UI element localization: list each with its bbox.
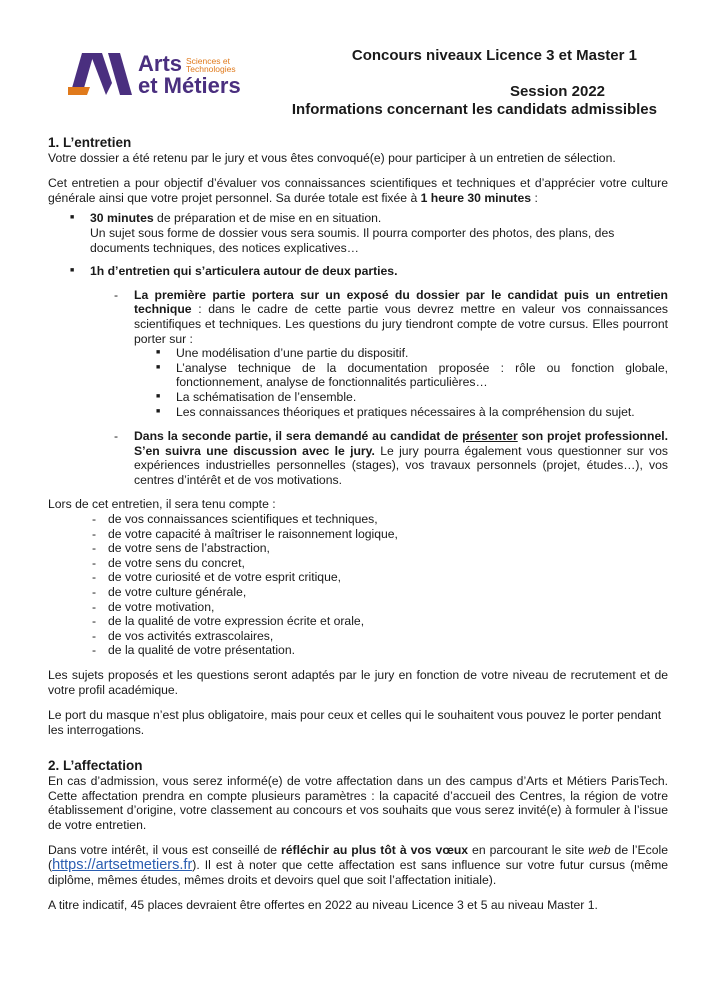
logo-metiers-text: et Métiers — [138, 73, 241, 98]
logo-arts-text: Arts — [138, 51, 183, 76]
list-item: ■ Une modélisation d’une partie du dispositif. — [134, 346, 668, 361]
list-item: ■ 30 minutes de préparation et de mise en en situation. Un sujet sous forme de dossier vous sera soumis. Il pourra comporter des photos, des plans, des documents techniques, des notices explicatives… — [48, 211, 668, 255]
list-item: - La première partie portera sur un exposé du dossier par le candidat puis un entretien technique : dans le cadre de cette partie vous devrez mettre en valeur vos connaissances scientifiques et techniques. Les questions du jury tiendront compte de votre cursus. Elles pourront porter sur : ■ Une modélisation d’une partie du dispositif. ■ L’analyse technique de la documentation proposée : rôle ou fonction globale, fonctionnement, analyse de fonctionnalités particulières… ■ La schématisation de l’ensemble. ■ Les connaissances théoriques et pratiques nécessaires à la compréhension du sujet. — [48, 288, 668, 419]
list-item: - de votre sens de l’abstraction, — [48, 541, 668, 556]
list-item: - de votre curiosité et de votre esprit critique, — [48, 570, 668, 585]
s2-paragraph-2: Dans votre intérêt, il vous est conseillé de réfléchir au plus tôt à vos vœux en parcourant le site web de l’Ecole (https://artsetmetiers.fr). Il est à noter que cette affectation est sans influence sur votre futur cursus (même diplôme, mêmes études, mêmes droits et devoirs quel que soit l’affectation initiale). — [48, 843, 668, 887]
topics-list — [134, 346, 668, 419]
list-item: - de votre culture générale, — [48, 585, 668, 600]
criteria-intro: Lors de cet entretien, il sera tenu compte : — [48, 497, 276, 512]
list-item: - de vos connaissances scientifiques et techniques, — [48, 512, 668, 527]
parts-list — [48, 288, 668, 488]
list-item: - de votre capacité à maîtriser le raisonnement logique, — [48, 527, 668, 542]
list-item: ■ La schématisation de l’ensemble. — [134, 390, 668, 405]
criteria-list — [48, 512, 668, 658]
header-session: Session 2022 — [509, 83, 605, 100]
school-website-link[interactable]: https://artsetmetiers.fr — [52, 856, 193, 873]
s1-paragraph-2: Cet entretien a pour objectif d’évaluer vos connaissances scientifiques et techniques et d’apprécier votre culture générale ainsi que votre projet personnel. Sa durée totale est fixée à 1 heure 30 minutes : — [48, 176, 668, 205]
list-item: - de la qualité de votre présentation. — [48, 643, 668, 658]
s1-paragraph-4: Le port du masque n’est plus obligatoire, mais pour ceux et celles qui le souhaitent vous pouvez le porter pendant les interrogations. — [48, 708, 662, 737]
arts-et-metiers-logo — [68, 53, 268, 103]
header-concours: Concours niveaux Licence 3 et Master 1 — [351, 47, 637, 64]
list-item: ■ L’analyse technique de la documentation proposée : rôle ou fonction globale, fonctionnement, analyse de fonctionnalités particulières… — [134, 361, 668, 390]
list-item: - de la qualité de votre expression écrite et orale, — [48, 614, 668, 629]
document-body — [48, 136, 668, 913]
list-item: - de votre motivation, — [48, 600, 668, 615]
s2-paragraph-1: En cas d’admission, vous serez informé(e) de votre affectation dans un des campus d’Arts et Métiers ParisTech. Cette affectation prendra en compte plusieurs paramètres : la capacité d’accueil des Centres, la région de votre établissement d’origine, votre classement au concours et vos souhaits que vous serez invité(e) à formuler à l’issue de votre entretien. — [48, 773, 668, 832]
list-item: - de votre sens du concret, — [48, 556, 668, 571]
list-item: ■ Les connaissances théoriques et pratiques nécessaires à la compréhension du sujet. — [134, 405, 668, 420]
list-item: - de vos activités extrascolaires, — [48, 629, 668, 644]
format-list — [48, 211, 668, 278]
section-2-title: 2. L’affectation — [48, 758, 143, 774]
logo-sciences-text: Sciences et Technologies — [186, 56, 236, 74]
list-item: - Dans la seconde partie, il sera demandé au candidat de présenter son projet professionnel. S’en suivra une discussion avec le jury. Le jury pourra également vous questionner sur vos expériences industrielles personnelles (stages), vos travaux personnels (projet, études…), vos centres d’intérêt et de vos motivations. — [48, 429, 668, 487]
list-item: ■ 1h d’entretien qui s’articulera autour de deux parties. — [48, 264, 668, 279]
s1-paragraph-1: Votre dossier a été retenu par le jury et vous êtes convoqué(e) pour participer à un entretien de sélection. — [48, 150, 616, 165]
header-informations: Informations concernant les candidats admissibles — [291, 101, 657, 118]
s2-paragraph-3: A titre indicatif, 45 places devraient être offertes en 2022 au niveau Licence 3 et 5 au niveau Master 1. — [48, 898, 598, 913]
logo-m-mark-icon — [68, 53, 136, 95]
s1-paragraph-3: Les sujets proposés et les questions seront adaptés par le jury en fonction de votre niveau de recrutement et de votre profil académique. — [48, 668, 668, 697]
section-1-title: 1. L’entretien — [48, 135, 132, 150]
